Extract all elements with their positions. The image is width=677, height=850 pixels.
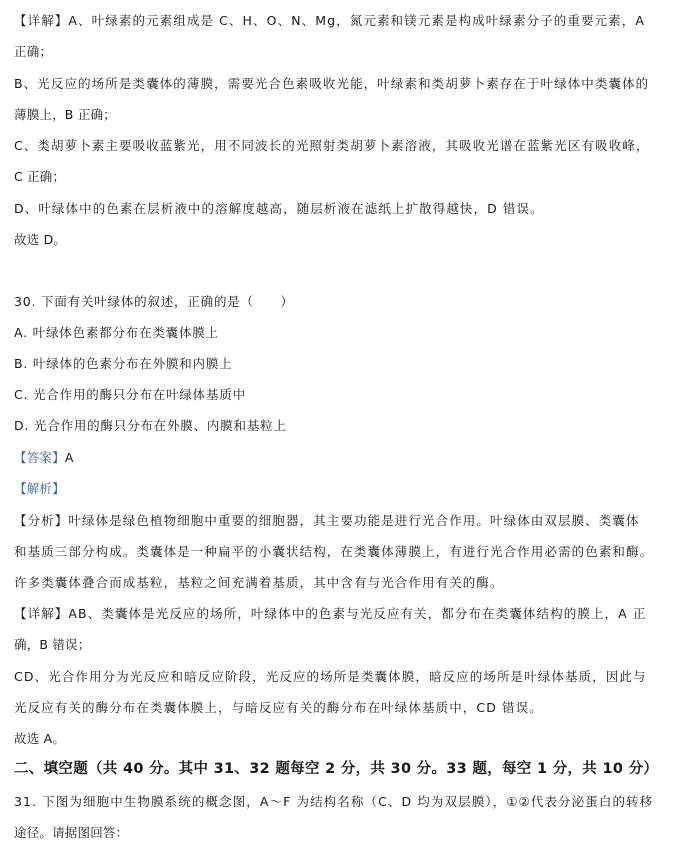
- analysis-line-6: CD、光合作用分为光反应和暗反应阶段，光反应的场所是类囊体膜，暗反应的场所是叶绿体基质，因此与: [14, 669, 647, 684]
- analysis-line-2: 和基质三部分构成。类囊体是一种扁平的小囊状结构，在类囊体薄膜上，有进行光合作用必需的色素和酶。: [14, 544, 654, 559]
- question-30-option-d: D. 光合作用的酶只分布在外膜、内膜和基粒上: [14, 418, 287, 433]
- explanation-line-6: C 正确；: [14, 169, 66, 184]
- explanation-line-1: 【详解】A、叶绿素的元素组成是 C、H、O、N、Mg，氮元素和镁元素是构成叶绿素分子的重要元素，A: [14, 13, 646, 28]
- answer-value: A: [64, 450, 74, 465]
- explanation-line-3: B、光反应的场所是类囊体的薄膜，需要光合色素吸收光能，叶绿素和类胡萝卜素存在于叶绿体中类囊体的: [14, 76, 650, 91]
- question-30-option-a: A. 叶绿体色素都分布在类囊体膜上: [14, 325, 219, 340]
- question-31-line-1: 31. 下图为细胞中生物膜系统的概念图，A～F 为结构名称（C、D 均为双层膜），①②代表分泌蛋白的转移: [14, 794, 654, 809]
- explanation-line-5: C、类胡萝卜素主要吸收蓝紫光，用不同波长的光照射类胡萝卜素溶液，其吸收光谱在蓝紫光区有吸收峰，: [14, 138, 650, 153]
- analysis-line-7: 光反应有关的酶分布在类囊体膜上，与暗反应有关的酶分布在叶绿体基质中，CD 错误。: [14, 700, 543, 715]
- analysis-conclusion: 故选 A。: [14, 731, 66, 746]
- conclusion-line: 故选 D。: [14, 232, 67, 247]
- explanation-line-7: D、叶绿体中的色素在层析液中的溶解度越高，随层析液在滤纸上扩散得越快，D 错误。: [14, 201, 544, 216]
- answer-tag: 【答案】: [14, 450, 65, 465]
- analysis-line-5: 确，B 错误；: [14, 637, 91, 652]
- analysis-heading: [14, 481, 65, 497]
- question-30-option-c: C. 光合作用的酶只分布在叶绿体基质中: [14, 387, 246, 402]
- analysis-tag: 【解析】: [14, 481, 65, 496]
- explanation-line-4: 薄膜上，B 正确；: [14, 107, 116, 122]
- analysis-line-1: 【分析】叶绿体是绿色植物细胞中重要的细胞器，其主要功能是进行光合作用。叶绿体由双层膜、类囊体: [14, 513, 640, 528]
- answer-line: [14, 450, 74, 466]
- analysis-line-4: 【详解】AB、类囊体是光反应的场所，叶绿体中的色素与光反应有关，都分布在类囊体结构的膜上，A 正: [14, 606, 647, 621]
- question-31-line-2: 途径。请据图回答：: [14, 825, 129, 840]
- section-heading: 二、填空题（共 40 分。其中 31、32 题每空 2 分，共 30 分。33 题，每空 1 分，共 10 分）: [14, 761, 659, 777]
- explanation-line-2: 正确；: [14, 44, 53, 59]
- question-30-stem: 30. 下面有关叶绿体的叙述，正确的是（ ）: [14, 294, 294, 309]
- question-30-option-b: B. 叶绿体的色素分布在外膜和内膜上: [14, 356, 233, 371]
- analysis-line-3: 许多类囊体叠合而成基粒，基粒之间充满着基质，其中含有与光合作用有关的酶。: [14, 575, 504, 590]
